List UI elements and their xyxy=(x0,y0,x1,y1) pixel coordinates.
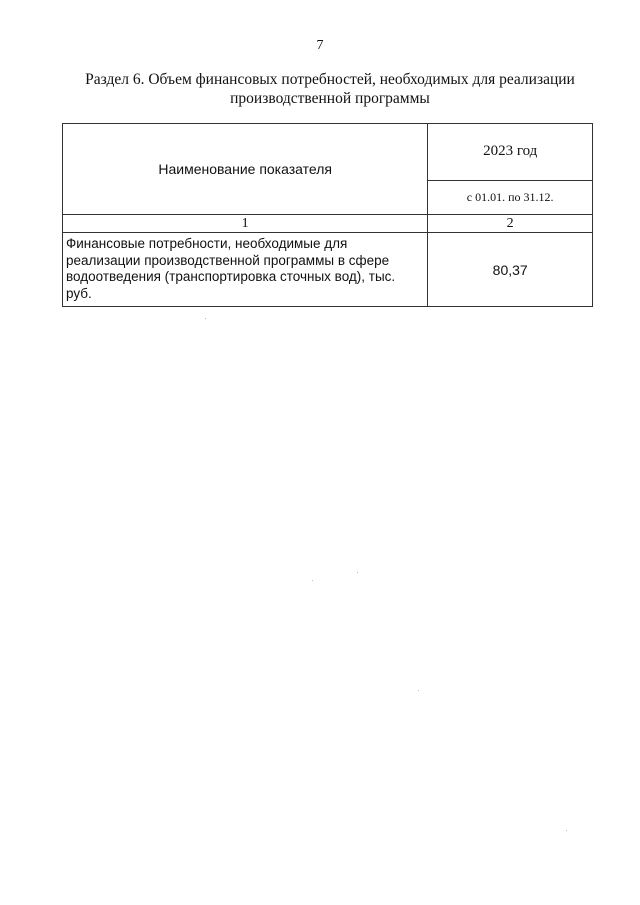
indicator-name-cell: Финансовые потребности, необходимые для реализации производственной программы в сфере водоотведения (транспортировка сточных вод), тыс. руб. xyxy=(63,233,428,307)
scan-speck xyxy=(418,690,419,691)
scan-speck xyxy=(566,830,567,831)
scan-speck xyxy=(205,318,206,319)
table-header-row xyxy=(63,124,593,181)
header-indicator-name: Наименование показателя xyxy=(63,124,428,215)
scan-speck xyxy=(312,580,313,581)
financial-needs-table xyxy=(62,123,593,307)
indicator-value-cell: 80,37 xyxy=(428,233,593,307)
header-year: 2023 год xyxy=(428,124,593,181)
column-number-row xyxy=(63,215,593,233)
header-period: с 01.01. по 31.12. xyxy=(428,180,593,214)
page-number: 7 xyxy=(316,38,324,53)
table-row xyxy=(63,233,593,307)
scan-speck xyxy=(357,572,358,573)
column-number: 2 xyxy=(428,215,593,233)
column-number: 1 xyxy=(63,215,428,233)
section-title: Раздел 6. Объем финансовых потребностей, необходимых для реализации производственной программы xyxy=(85,71,575,107)
